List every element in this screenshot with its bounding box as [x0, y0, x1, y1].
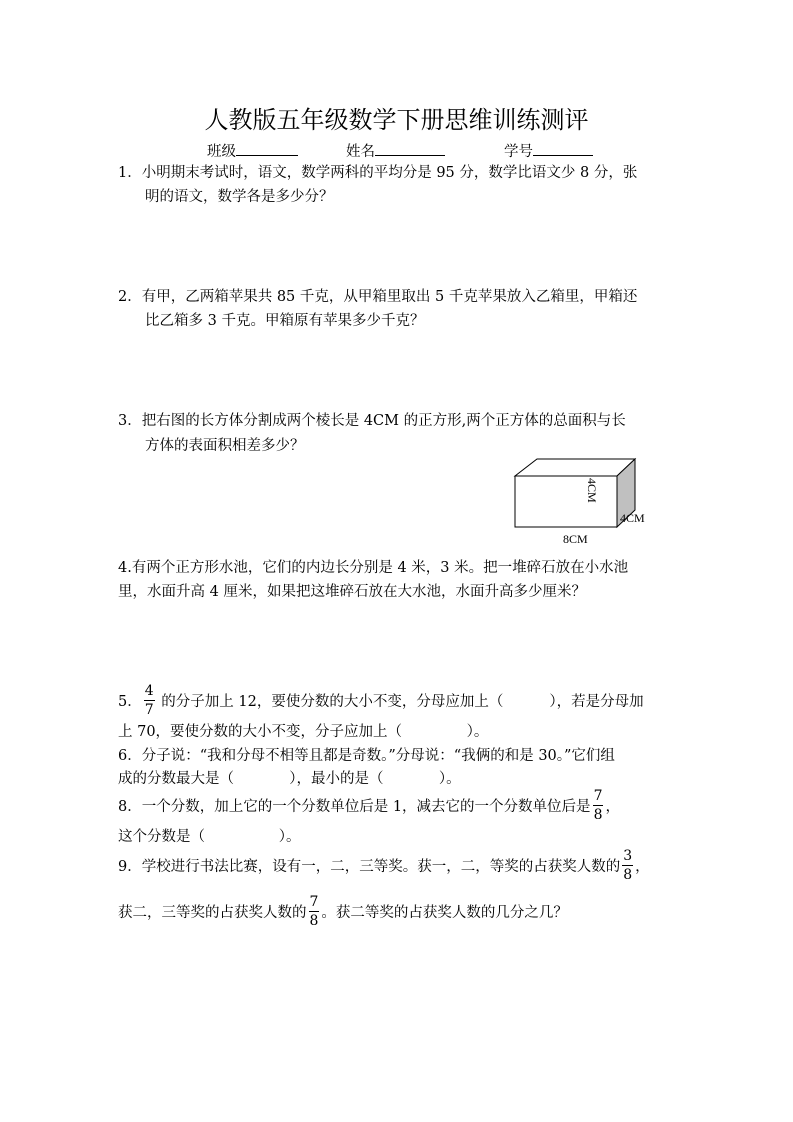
q9-frac1-numerator: 3 — [623, 847, 633, 864]
class-label: 班级 — [207, 144, 236, 160]
q5-prefix: 5． — [118, 693, 142, 710]
q9-frac2-denominator: 8 — [309, 912, 319, 929]
page-title: 人教版五年级数学下册思维训练测评 — [204, 106, 589, 134]
q4-line1: 4.有两个正方形水池，它们的内边长分别是 4 米，3 米。把一堆碎石放在小水池 — [118, 560, 629, 576]
q8-fraction — [593, 789, 604, 822]
q9-frac2-numerator: 7 — [309, 893, 319, 910]
q9-line2-tail: 。获二等奖的占获奖人数的几分之几？ — [321, 904, 568, 921]
class-field — [207, 140, 298, 161]
q5-frac-denominator: 7 — [144, 701, 154, 718]
q8-line1-tail: ， — [605, 798, 620, 815]
q9-line1 — [118, 847, 650, 883]
student-id-label: 学号 — [504, 144, 533, 160]
q1-line1: 1．小明期末考试时，语文，数学两科的平均分是 95 分，数学比语文少 8 分，张 — [118, 165, 638, 181]
q4-line2: 里，水面升高 4 厘米，如果把这堆碎石放在大水池，水面升高多少厘米？ — [118, 584, 586, 600]
q5-line2: 上 70，要使分数的大小不变，分子应加上（ ）。 — [118, 724, 489, 740]
depth-label: 4CM — [620, 511, 645, 525]
student-id-blank — [533, 141, 593, 156]
q6-line2: 成的分数最大是（ ），最小的是（ ）。 — [118, 771, 461, 787]
q2-line1: 2．有甲，乙两箱苹果共 85 千克，从甲箱里取出 5 千克苹果放入乙箱里，甲箱还 — [118, 289, 638, 305]
q2-line2: 比乙箱多 3 千克。甲箱原有苹果多少千克？ — [145, 313, 425, 329]
name-blank — [375, 141, 445, 156]
q8-frac-denominator: 8 — [593, 806, 603, 823]
cuboid-top-face — [515, 459, 635, 476]
q8-line2: 这个分数是（ ）。 — [118, 829, 301, 845]
height-label: 4CM — [585, 478, 599, 503]
q5-line1 — [118, 682, 644, 718]
q6-line1: 6．分子说：“我和分母不相等且都是奇数。”分母说：“我俩的和是 30。”它们组 — [118, 748, 615, 764]
name-label: 姓名 — [346, 144, 375, 160]
cuboid-front-face — [515, 476, 617, 527]
q8-frac-numerator: 7 — [593, 787, 603, 804]
q5-line1-text: 的分子加上 12，要使分数的大小不变，分母应加上（ ），若是分母加 — [156, 693, 644, 710]
q3-line1: 3．把右图的长方体分割成两个棱长是 4CM 的正方形,两个正方体的总面积与长 — [118, 413, 626, 429]
q8-line1-text: 8．一个分数，加上它的一个分数单位后是 1，减去它的一个分数单位后是 — [118, 798, 591, 815]
q5-frac-numerator: 4 — [144, 682, 154, 699]
class-blank — [236, 141, 298, 156]
q8-line1 — [118, 787, 620, 823]
q9-line1-text: 9．学校进行书法比赛，设有一，二，三等奖。获一，二，等奖的占获奖人数的 — [118, 858, 621, 875]
student-id-field — [504, 140, 593, 161]
q3-line2: 方体的表面积相差多少？ — [145, 438, 305, 454]
q9-line2 — [118, 893, 568, 929]
q9-fraction2 — [309, 895, 320, 928]
q1-line2: 明的语文，数学各是多少分？ — [145, 189, 334, 205]
q5-fraction — [144, 684, 155, 717]
q9-line1-tail: ， — [635, 858, 650, 875]
name-field — [346, 140, 445, 161]
q9-line2-text: 获二，三等奖的占获奖人数的 — [118, 904, 307, 921]
q9-frac1-denominator: 8 — [623, 866, 633, 883]
cuboid-figure — [505, 436, 675, 546]
length-label: 8CM — [563, 532, 588, 546]
q9-fraction1 — [622, 849, 633, 882]
